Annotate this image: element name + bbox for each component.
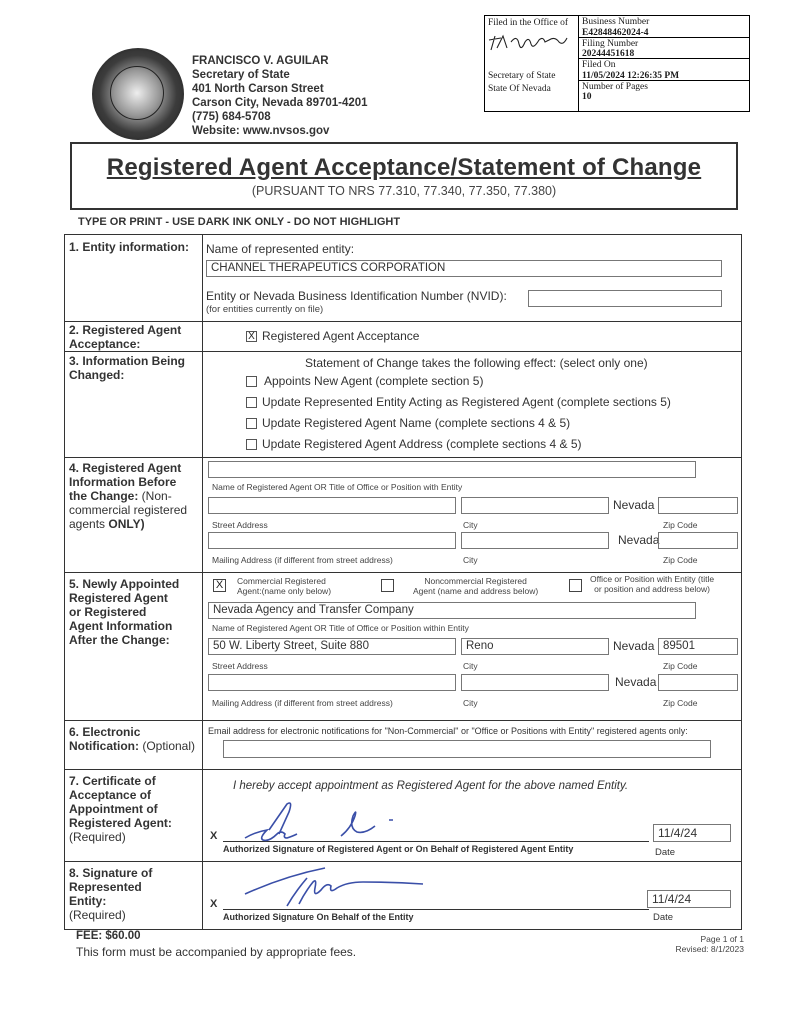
section-2-label-a: 2. Registered Agent	[69, 323, 182, 337]
section-7-label-d: Registered Agent:	[69, 816, 172, 830]
section-1-label: 1. Entity information:	[69, 240, 189, 254]
new-state: Nevada	[613, 639, 655, 653]
section-8-entity-signature	[65, 861, 741, 929]
email-instruction: Email address for electronic notifications for "Non-Commercial" or "Office or Positions with Entity" registered agents only:	[208, 726, 688, 736]
section-7-label-b: Acceptance of	[69, 788, 152, 802]
new-name-caption: Name of Registered Agent OR Title of Office or Position within Entity	[212, 623, 469, 633]
new-agent-name-field[interactable]: Nevada Agency and Transfer Company	[208, 602, 696, 619]
section-3-information-changed	[65, 351, 741, 457]
noncommercial-option-b: Agent (name and address below)	[413, 586, 539, 596]
section-4-before-change	[65, 457, 741, 572]
before-city-field[interactable]	[461, 497, 609, 514]
section-5-label-c: or Registered	[69, 605, 147, 619]
filed-in-label: Filed in the Office of	[488, 18, 569, 28]
option-name-checkbox[interactable]	[246, 418, 257, 429]
entity-sign-x: X	[210, 898, 218, 910]
option-represented-checkbox[interactable]	[246, 397, 257, 408]
new-mailing-field[interactable]	[208, 674, 456, 691]
before-state: Nevada	[613, 498, 655, 512]
pages-cell	[579, 81, 749, 103]
section-8-label-a: 8. Signature of	[69, 866, 153, 880]
office-line-1: Secretary of State	[488, 71, 556, 81]
business-number-label: Business Number	[582, 17, 650, 27]
new-street-caption: Street Address	[212, 661, 268, 671]
acceptance-statement: I hereby accept appointment as Registered Agent for the above named Entity.	[233, 780, 629, 792]
option-appoint-checkbox[interactable]	[246, 376, 257, 387]
filed-on-cell	[579, 59, 749, 81]
section-8-label-b: Represented	[69, 880, 142, 894]
new-state-2: Nevada	[615, 675, 657, 689]
form-subtitle: (PURSUANT TO NRS 77.310, 77.340, 77.350, 77.380)	[251, 184, 557, 198]
new-zip-caption: Zip Code	[663, 661, 698, 671]
new-mailing-city-field[interactable]	[461, 674, 609, 691]
new-mailing-caption: Mailing Address (if different from street address)	[212, 698, 393, 708]
nevada-state-seal	[92, 48, 184, 140]
before-mailing-field[interactable]	[208, 532, 456, 549]
noncommercial-option-a: Noncommercial Registered	[424, 576, 527, 586]
section-4-label-b: Information Before	[69, 475, 177, 489]
filing-number-label: Filing Number	[582, 38, 639, 49]
office-option-a: Office or Position with Entity (title	[590, 574, 715, 584]
section-8-label-c: Entity:	[69, 894, 107, 908]
section-7-label-e: (Required)	[69, 830, 126, 844]
office-position-checkbox[interactable]	[569, 579, 582, 592]
business-number-value: E42848462024-4	[582, 27, 649, 38]
section-1-entity	[65, 235, 741, 321]
agent-acceptance-option: Registered Agent Acceptance	[262, 329, 420, 343]
section-4-label-e: agents	[69, 517, 109, 531]
option-address-checkbox[interactable]	[246, 439, 257, 450]
commercial-option-b: Agent:(name only below)	[237, 586, 332, 596]
statement-intro: Statement of Change takes the following effect: (select only one)	[305, 356, 648, 370]
agent-acceptance-checkbox[interactable]: X	[246, 331, 257, 342]
secretary-name: FRANCISCO V. AGUILAR	[192, 55, 329, 67]
section-6-label-b2: (Optional)	[139, 739, 196, 753]
agent-sign-x: X	[210, 830, 218, 842]
nvid-label: Entity or Nevada Business Identification Number (NVID):	[206, 289, 507, 303]
entity-signature	[241, 864, 481, 910]
new-street-field[interactable]: 50 W. Liberty Street, Suite 880	[208, 638, 456, 655]
section-7-label-a: 7. Certificate of	[69, 774, 156, 788]
entity-name-field[interactable]: CHANNEL THERAPEUTICS CORPORATION	[206, 260, 722, 277]
page-number: Page 1 of 1	[700, 934, 744, 944]
business-number-cell	[579, 16, 749, 38]
before-state-2: Nevada	[618, 533, 660, 547]
secretary-office: Secretary of State	[192, 69, 290, 81]
before-mailing-city-field[interactable]	[461, 532, 609, 549]
before-agent-name-field[interactable]	[208, 461, 696, 478]
entity-signature-caption: Authorized Signature On Behalf of the Entity	[223, 912, 414, 922]
new-city-caption: City	[463, 661, 478, 671]
before-name-caption: Name of Registered Agent OR Title of Office or Position with Entity	[212, 482, 463, 492]
fee-note: This form must be accompanied by appropriate fees.	[76, 945, 357, 959]
office-website: Website: www.nvsos.gov	[192, 125, 330, 137]
section-2-label-b: Acceptance:	[69, 337, 141, 351]
pages-label: Number of Pages	[582, 81, 648, 92]
section-4-label-d: commercial registered	[69, 503, 188, 517]
office-phone: (775) 684-5708	[192, 111, 271, 123]
new-zip-field[interactable]: 89501	[658, 638, 738, 655]
section-6-label-a: 6. Electronic	[69, 725, 141, 739]
entity-sign-date[interactable]: 11/4/24	[647, 890, 731, 908]
filing-signature	[485, 30, 577, 56]
revised-date: Revised: 8/1/2023	[675, 944, 744, 954]
filing-number-cell	[579, 38, 749, 60]
fee-amount: FEE: $60.00	[76, 930, 141, 942]
option-represented-label: Update Represented Entity Acting as Registered Agent (complete sections 5)	[262, 395, 671, 409]
office-city: Carson City, Nevada 89701-4201	[192, 97, 368, 109]
secretary-of-state-address	[192, 54, 368, 138]
office-street: 401 North Carson Street	[192, 83, 324, 95]
section-4-label-e2: ONLY)	[108, 517, 145, 531]
before-zip-caption: Zip Code	[663, 520, 698, 530]
section-2-acceptance	[65, 321, 741, 351]
option-address-label: Update Registered Agent Address (complete sections 4 & 5)	[262, 437, 582, 451]
agent-signature	[241, 800, 441, 848]
entity-name-label: Name of represented entity:	[206, 242, 355, 256]
section-4-label-a: 4. Registered Agent	[69, 461, 182, 475]
filing-number-value: 20244451618	[582, 49, 635, 59]
section-7-label-c: Appointment of	[69, 802, 158, 816]
section-5-label-e: After the Change:	[69, 633, 170, 647]
before-street-caption: Street Address	[212, 520, 268, 530]
agent-sign-date[interactable]: 11/4/24	[653, 824, 731, 842]
section-6-electronic-notification	[65, 720, 741, 769]
ink-instruction: TYPE OR PRINT - USE DARK INK ONLY - DO NOT HIGHLIGHT	[78, 216, 401, 228]
commercial-agent-checkbox[interactable]: X	[213, 579, 226, 592]
office-line-2: State Of Nevada	[488, 84, 551, 94]
section-3-label-a: 3. Information Being	[69, 354, 186, 368]
before-city-caption: City	[463, 520, 478, 530]
filed-on-label: Filed On	[582, 60, 616, 70]
page-info	[675, 934, 744, 954]
before-mailing-zip-field[interactable]	[658, 532, 738, 549]
new-mailing-zip-caption: Zip Code	[663, 698, 698, 708]
section-7-certificate	[65, 769, 741, 861]
option-name-label: Update Registered Agent Name (complete sections 4 & 5)	[262, 416, 571, 430]
title-box	[70, 142, 738, 210]
agent-date-caption: Date	[655, 847, 676, 858]
pages-value: 10	[582, 92, 592, 102]
option-appoint-label: Appoints New Agent (complete section 5)	[264, 374, 484, 388]
section-5-label-a: 5. Newly Appointed	[69, 577, 180, 591]
before-mailing-zip-caption: Zip Code	[663, 555, 698, 565]
entity-date-caption: Date	[653, 912, 674, 923]
new-mailing-city-caption: City	[463, 698, 478, 708]
form-table	[64, 234, 742, 930]
section-5-new-agent	[65, 572, 741, 720]
new-city-field[interactable]: Reno	[461, 638, 609, 655]
section-4-label-c2: (Non-	[138, 489, 172, 503]
section-6-label-b: Notification:	[69, 739, 139, 753]
filing-office-cell	[485, 16, 579, 111]
filed-on-value: 11/05/2024 12:26:35 PM	[582, 70, 680, 81]
before-mailing-caption: Mailing Address (if different from street address)	[212, 555, 393, 565]
email-field[interactable]	[223, 740, 711, 758]
nvid-note: (for entities currently on file)	[206, 304, 324, 315]
section-5-label-d: Agent Information	[69, 619, 173, 633]
section-5-label-b: Registered Agent	[69, 591, 168, 605]
commercial-option-a: Commercial Registered	[237, 576, 326, 586]
section-4-label-c: the Change:	[69, 489, 139, 503]
before-street-field[interactable]	[208, 497, 456, 514]
agent-signature-caption: Authorized Signature of Registered Agent or On Behalf of Registered Agent Entity	[223, 844, 574, 854]
noncommercial-agent-checkbox[interactable]	[381, 579, 394, 592]
office-option-b: or position and address below)	[594, 584, 710, 594]
filing-stamp-box	[484, 15, 750, 112]
before-zip-field[interactable]	[658, 497, 738, 514]
section-8-label-d: (Required)	[69, 908, 126, 922]
form-title: Registered Agent Acceptance/Statement of Change	[106, 154, 702, 181]
section-3-label-b: Changed:	[69, 368, 125, 382]
new-mailing-zip-field[interactable]	[658, 674, 738, 691]
nvid-field[interactable]	[528, 290, 722, 307]
before-mailing-city-caption: City	[463, 555, 478, 565]
